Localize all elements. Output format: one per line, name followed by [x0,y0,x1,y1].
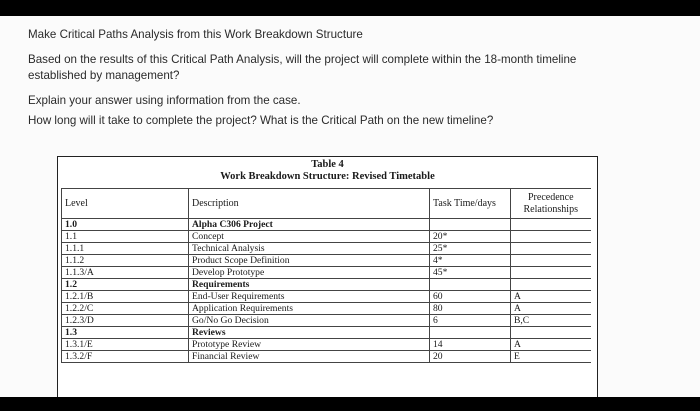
table-row [62,327,591,339]
header-description: Description [189,189,430,219]
description-cell: Application Requirements [189,303,430,315]
precedence-cell [511,219,591,231]
precedence-cell [511,243,591,255]
table-header-row [62,189,591,219]
table-row [62,243,591,255]
wbs-table [57,156,598,397]
description-cell: End-User Requirements [189,291,430,303]
table-title: Work Breakdown Structure: Revised Timetable [220,171,435,182]
level-cell: 1.3.1/E [62,339,189,351]
wbs-grid [61,188,591,363]
description-cell: Prototype Review [189,339,430,351]
question-duration: How long will it take to complete the project? What is the Critical Path on the new timeline? [28,114,494,127]
table-row [62,219,591,231]
task-time-cell: 60 [430,291,511,303]
precedence-cell [511,255,591,267]
task-time-cell [430,327,511,339]
level-cell: 1.2.2/C [62,303,189,315]
precedence-cell: E [511,351,591,363]
level-cell: 1.1.2 [62,255,189,267]
question-timeline-line1: Based on the results of this Critical Path Analysis, will the project will complete within the 18-month timeline [28,53,577,66]
task-time-cell: 80 [430,303,511,315]
task-time-cell [430,219,511,231]
task-time-cell: 25* [430,243,511,255]
task-time-cell: 6 [430,315,511,327]
description-cell: Financial Review [189,351,430,363]
table-row [62,291,591,303]
description-cell: Concept [189,231,430,243]
table-number: Table 4 [311,159,344,170]
table-body [62,219,591,363]
description-cell: Develop Prototype [189,267,430,279]
table-row [62,339,591,351]
question-timeline-line2: established by management? [28,69,180,82]
precedence-cell [511,267,591,279]
table-row [62,315,591,327]
level-cell: 1.3.2/F [62,351,189,363]
task-time-cell: 20* [430,231,511,243]
header-task-time: Task Time/days [430,189,511,219]
table-row [62,279,591,291]
header-precedence: Precedence Relationships [511,189,591,219]
level-cell: 1.3 [62,327,189,339]
precedence-cell [511,327,591,339]
precedence-cell: B,C [511,315,591,327]
description-cell: Requirements [189,279,430,291]
level-cell: 1.2.3/D [62,315,189,327]
question-explain: Explain your answer using information from the case. [28,94,301,107]
task-time-cell: 20 [430,351,511,363]
task-time-cell: 45* [430,267,511,279]
description-cell: Product Scope Definition [189,255,430,267]
table-row [62,303,591,315]
precedence-cell [511,231,591,243]
task-time-cell: 14 [430,339,511,351]
precedence-cell: A [511,303,591,315]
document-page [0,16,700,397]
level-cell: 1.0 [62,219,189,231]
question-critical-path: Make Critical Paths Analysis from this Work Breakdown Structure [28,28,363,41]
description-cell: Technical Analysis [189,243,430,255]
description-cell: Reviews [189,327,430,339]
description-cell: Go/No Go Decision [189,315,430,327]
level-cell: 1.2 [62,279,189,291]
level-cell: 1.1.3/A [62,267,189,279]
task-time-cell [430,279,511,291]
description-cell: Alpha C306 Project [189,219,430,231]
level-cell: 1.2.1/B [62,291,189,303]
precedence-cell: A [511,291,591,303]
level-cell: 1.1.1 [62,243,189,255]
task-time-cell: 4* [430,255,511,267]
table-row [62,231,591,243]
header-level: Level [62,189,189,219]
table-row [62,255,591,267]
table-row [62,267,591,279]
precedence-cell: A [511,339,591,351]
level-cell: 1.1 [62,231,189,243]
table-row [62,351,591,363]
precedence-cell [511,279,591,291]
